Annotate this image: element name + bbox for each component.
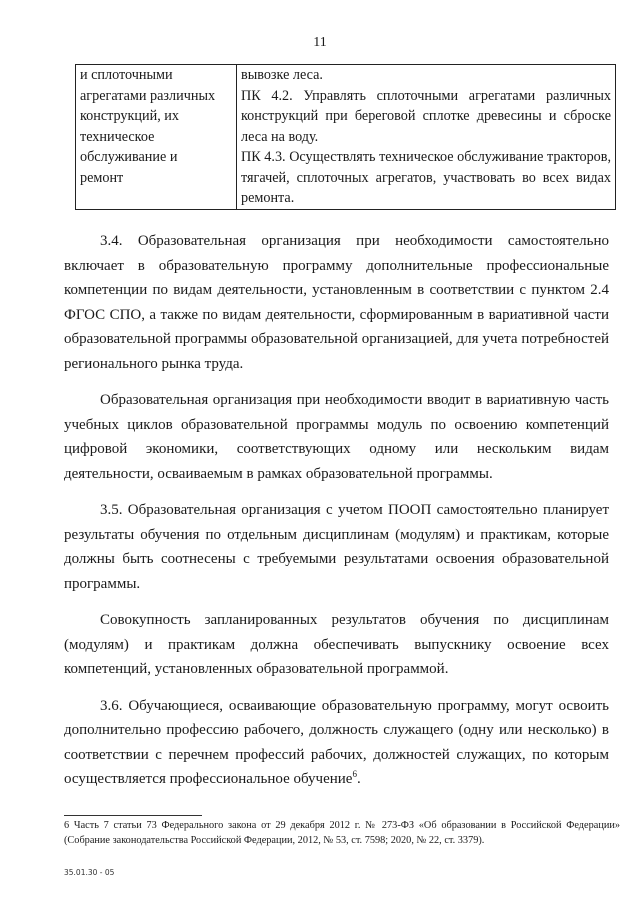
activity-line: обслуживание и xyxy=(80,149,178,165)
activity-line: конструкций, их xyxy=(80,108,179,124)
paragraph-end: . xyxy=(356,771,361,787)
paragraph-3-6 xyxy=(64,694,609,792)
activity-line: и сплоточными xyxy=(80,67,173,83)
paragraph-3-4: 3.4. Образовательная организация при необходимости самостоятельно включает в образовательную программу дополнительные профессиональные компетенции по видам деятельности, установленным в соответствии с пунктом 2.4 ФГОС СПО, а также по видам деятельности, сформированным в вариативной части образовательной программы образовательной организацией, для учета потребностей регионального рынка труда. xyxy=(64,233,609,372)
competency-text: вывозке леса. xyxy=(241,67,323,83)
competency-table xyxy=(75,64,616,210)
paragraph-learning-results: Совокупность запланированных результатов обучения по дисциплинам (модулям) и практикам должна обеспечивать выпускнику освоение всех компетенций, установленных образовательной программой. xyxy=(64,612,609,677)
page-number: 11 xyxy=(313,35,327,50)
paragraph-digital-economy: Образовательная организация при необходимости вводит в вариативную часть учебных циклов образовательной программы модуль по освоению компетенций цифровой экономики, соответствующих одному или нескольким видам деятельности, осваиваемым в рамках образовательной программы. xyxy=(64,392,609,482)
paragraph-3-6-text: 3.6. Обучающиеся, осваивающие образовательную программу, могут освоить дополнительно профессию рабочего, должность служащего (одну или несколько) в соответствии с перечнем профессий рабочих, должностей служащих, по которым осуществляется профессиональное обучение xyxy=(64,697,609,787)
body-text xyxy=(64,229,609,792)
footnote: 6 Часть 7 статьи 73 Федерального закона от 29 декабря 2012 г. № 273-ФЗ «Об образовании в Российской Федерации» (Собрание законодательства Российской Федерации, 2012, № 53, ст. 7598; 2020, № 22, ст. 3379). xyxy=(64,820,620,846)
footnote-separator xyxy=(64,815,202,816)
activity-line: техническое xyxy=(80,128,155,145)
activity-line: ремонт xyxy=(80,169,124,186)
competency-pk-4-3: ПК 4.3. Осуществлять техническое обслуживание тракторов, тягачей, сплоточных агрегатов, участвовать во всех видах ремонта. xyxy=(241,149,611,206)
paragraph-3-5: 3.5. Образовательная организация с учетом ПООП самостоятельно планирует результаты обучения по отдельным дисциплинам (модулям) и практикам, которые должны быть соотнесены с требуемыми результатами освоения образовательной программы. xyxy=(64,502,609,592)
table-row xyxy=(76,65,616,210)
competency-pk-4-2: ПК 4.2. Управлять сплоточными агрегатами различных конструкций при береговой сплотке древесины и сброске леса на воду. xyxy=(241,87,611,145)
activity-cell xyxy=(76,65,237,210)
activity-line: агрегатами различных xyxy=(80,87,216,104)
footnote-reference: 6 xyxy=(352,769,357,779)
document-code: 35.01.30 - 05 xyxy=(64,868,115,877)
competencies-cell xyxy=(237,65,616,210)
